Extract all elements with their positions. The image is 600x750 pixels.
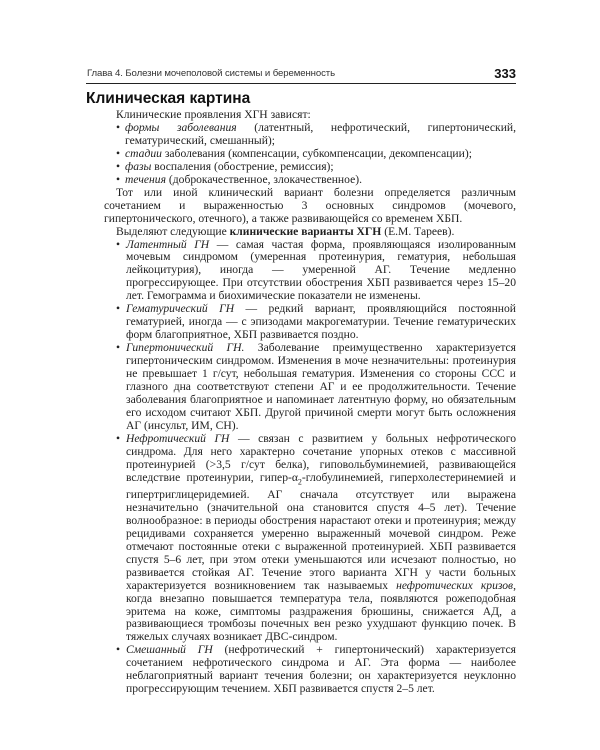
dependency-list: [116, 122, 516, 187]
section-body: [104, 108, 517, 696]
list-item: • формы заболевания (латентный, нефротический, гипертонический, гематурический, смешанный);: [116, 122, 516, 148]
list-item: • Смешанный ГН (нефротический + гипертонический) характеризуется сочетанием нефротического синдрома и АГ. Эта форма — наиболее неблагоприятный вариант течения болезни; он характеризуется неуклонно прогрессирующим течением. ХБП развивается спустя 2–5 лет.: [116, 644, 516, 696]
variants-lead-paragraph: Выделяют следующие клинические варианты ХГН (Е.М. Тареев).: [116, 224, 455, 238]
list-item: • стадии заболевания (компенсации, субкомпенсации, декомпенсации);: [116, 148, 516, 161]
section-title: Клиническая картина: [86, 90, 251, 107]
page-number: 333: [494, 66, 516, 81]
list-item: • течения (доброкачественное, злокачественное).: [116, 174, 516, 187]
list-item: • фазы воспаления (обострение, ремиссия);: [116, 161, 516, 174]
combination-paragraph: Тот или иной клинический вариант болезни определяется различным сочетанием и выраженностью 3 основных синдромов (мочевого, гипертонического, отечного), а также развивающейся со временем ХБП.: [104, 185, 516, 225]
variants-list: [116, 239, 516, 697]
chapter-title: Глава 4. Болезни мочеполовой системы и беременность: [87, 68, 335, 79]
intro-paragraph: Клинические проявления ХГН зависят:: [116, 108, 311, 121]
running-header: [86, 67, 516, 84]
list-item: • Нефротический ГН — связан с развитием у больных нефротического синдрома. Для него характерно сочетание упорных отеков с массивной протеинурией (>3,5 г/сут белка), гиповольбуминемией, развивающейся вследствие протеинурии, гипер-$\alpha_2$-глобулинемией, гиперхолестеринемией и гипертриглицеридемией. АГ сначала отсутствует или выражена незначительно (значительной она становится спустя 4–5 лет). Течение волнообразное: в периоды обострения нарастают отеки и протеинурия; между рецидивами сохраняется умеренно выраженный мочевой синдром. Реже отмечают постоянные отеки с выраженной протеинурией. ХБП развивается спустя 5–6 лет, при этом отеки уменьшаются или исчезают полностью, но развивается стойкая АГ. Течение этого варианта ХГН у части больных характеризуется возникновением так называемых нефротических кризов, когда внезапно повышается температура тела, появляются рожеподобная эритема на коже, симптомы раздражения брюшины, снижается АД, а развивающиеся тромбозы почечных вен резко ухудшают функцию почек. В тяжелых случаях возникает ДВС-синдром.: [116, 433, 516, 645]
list-item: • Гематурический ГН — редкий вариант, проявляющийся постоянной гематурией, иногда — с эпизодами макрогематурии. Течение гематурических форм благоприятное, ХБП развивается поздно.: [116, 303, 516, 342]
list-item: • Гипертонический ГН. Заболевание преимущественно характеризуется гипертоническим синдромом. Изменения в моче незначительны: протеинурия не превышает 1 г/сут, небольшая гематурия. Изменения со стороны ССС и глазного дна соответствуют степени АГ и ее продолжительности. Течение заболевания благоприятное и напоминает латентную форму, но обязательным его исходом считают ХБП. Другой причиной смерти могут быть осложнения АГ (инсульт, ИМ, СН).: [116, 342, 516, 433]
list-item: • Латентный ГН — самая частая форма, проявляющаяся изолированным мочевым синдромом (умеренная протеинурия, гематурия, небольшая лейкоцитурия), иногда — умеренной АГ. Течение медленно прогрессирующее. При отсутствии обострения ХБП развивается через 15–20 лет. Гемограмма и биохимические показатели не изменены.: [116, 239, 516, 304]
